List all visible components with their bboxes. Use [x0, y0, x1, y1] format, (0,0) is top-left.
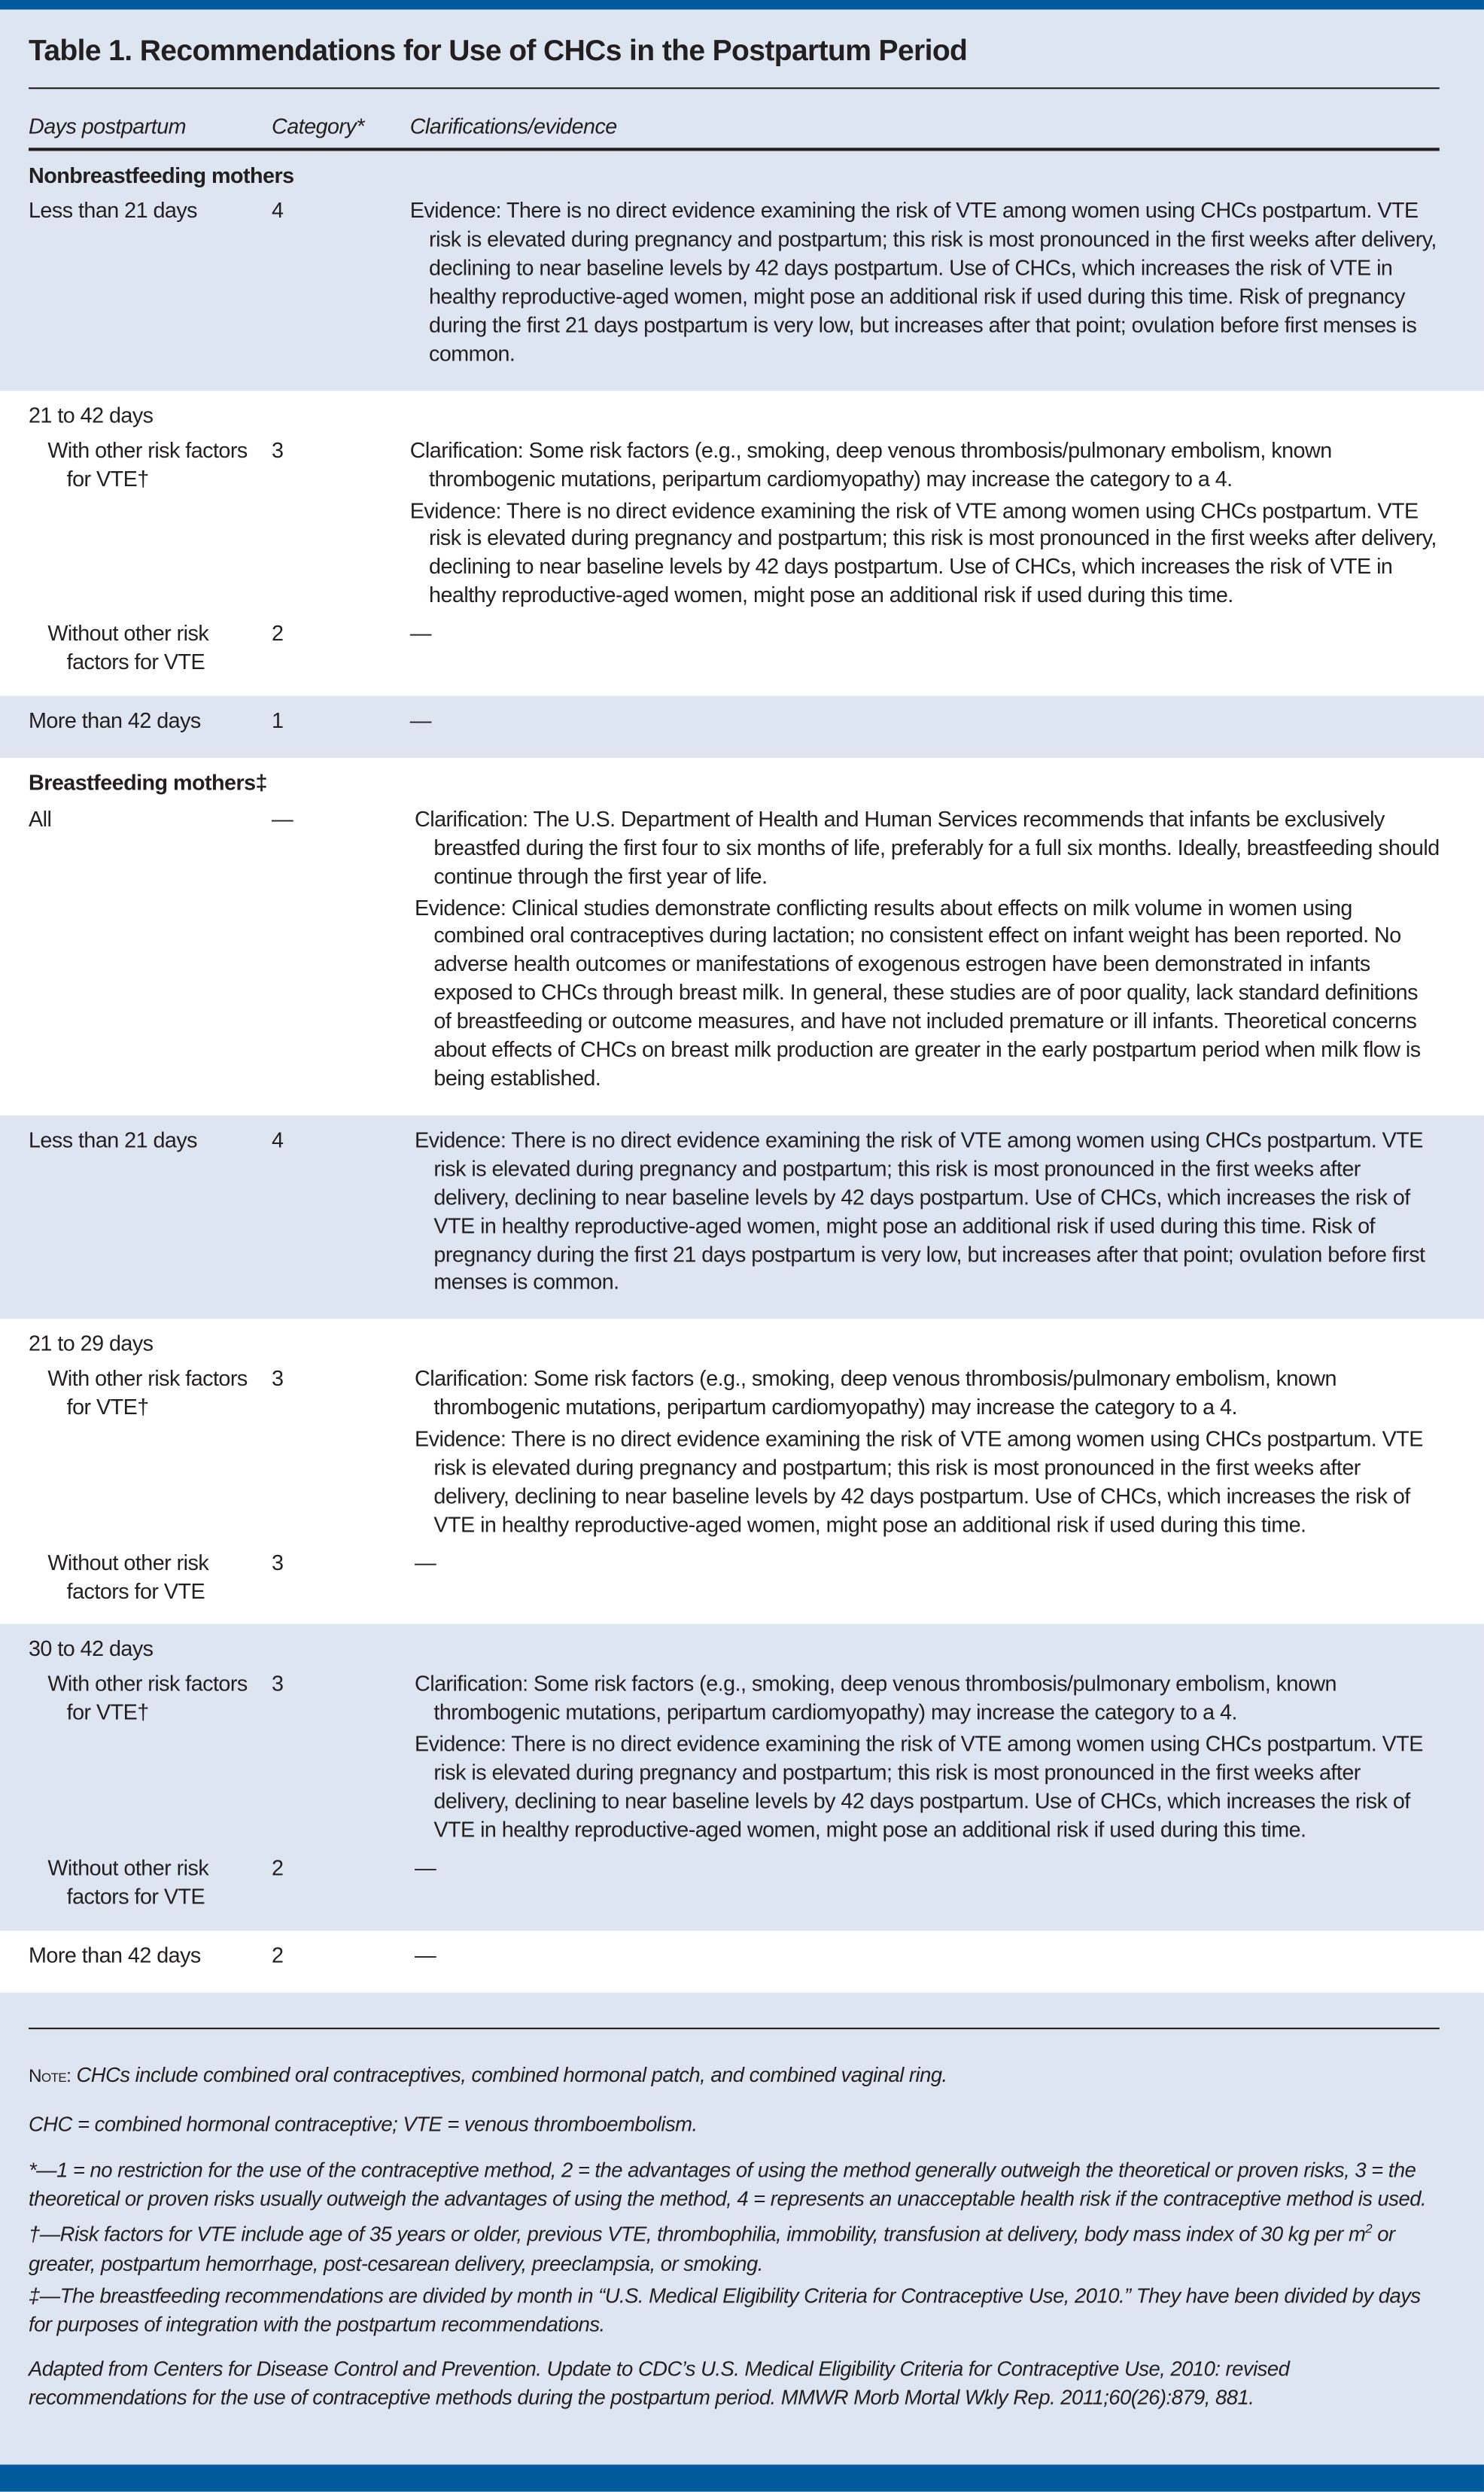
days-cell: Without other risk factors for VTE	[47, 1550, 209, 1603]
table-title: Table 1. Recommendations for Use of CHCs in the Postpartum Period	[29, 33, 968, 67]
table-row	[29, 1365, 1440, 1542]
table-row-group	[0, 696, 1484, 758]
table-row	[29, 805, 1440, 1096]
clarification-note: Evidence: There is no direct evidence examining the risk of VTE among women using CHCs postpartum. VTE risk is elevated during pregnancy and postpartum; this risk is most pronounced in the first weeks after delivery, declining to near baseline levels by 42 days postpartum. Use of CHCs, which increases the risk of VTE in healthy reproductive-aged women, might pose an additional risk if used during this time. Risk of pregnancy during the first 21 days postpartum is very low, but increases after that point; ovulation before first menses is common.	[409, 199, 1437, 366]
clarification-note: Clarification: Some risk factors (e.g., smoking, deep venous thrombosis/pulmonary embolism, known thrombogenic mutations, peripartum cardiomyopathy) may increase the category to a 4.	[415, 1672, 1337, 1725]
days-cell: Without other risk factors for VTE	[47, 1855, 209, 1909]
clarification-note: Clarification: The U.S. Department of Health and Human Services recommends that infants be exclusively breastfed during the first four to six months of life, preferably for a full six months. Ideally, breastfeeding should continue through the first year of life.	[415, 807, 1440, 888]
table-row	[29, 1636, 1440, 1665]
clarifications-cell	[410, 1331, 1440, 1359]
days-cell: 21 to 29 days	[29, 1331, 154, 1356]
clarifications-cell	[410, 1941, 1440, 1973]
clarification-note: Clarification: Some risk factors (e.g., smoking, deep venous thrombosis/pulmonary embolism, known thrombogenic mutations, peripartum cardiomyopathy) may increase the category to a 4.	[409, 438, 1332, 491]
top-accent-bar	[0, 0, 1484, 10]
table-row	[29, 620, 1440, 677]
table-row	[29, 1854, 1440, 1911]
clarifications-cell	[410, 437, 1440, 613]
category-cell	[272, 1331, 410, 1359]
days-cell: With other risk factors for VTE†	[47, 438, 248, 491]
table-row-group	[0, 758, 1484, 1115]
clarification-note: Evidence: There is no direct evidence examining the risk of VTE among women using CHCs postpartum. VTE risk is elevated during pregnancy and postpartum; this risk is most pronounced in the first weeks after delivery, declining to near baseline levels by 42 days postpartum. Use of CHCs, which increases the risk of VTE in healthy reproductive-aged women, might pose an additional risk if used during this time. Risk of pregnancy during the first 21 days postpartum is very low, but increases after that point; ovulation before first menses is common.	[415, 1127, 1425, 1295]
days-cell: 21 to 42 days	[29, 403, 154, 428]
days-cell: More than 42 days	[29, 708, 201, 733]
vte-risk-text: †—Risk factors for VTE include age of 35 years or older, previous VTE, thrombophilia, immobility, transfusion at delivery, body mass index of 30 kg per m	[29, 2223, 1366, 2247]
note-text: CHCs include combined oral contraceptives, combined hormonal patch, and combined vaginal ring.	[71, 2062, 947, 2086]
header-days: Days postpartum	[29, 114, 187, 139]
category-cell: 3	[272, 1672, 284, 1696]
clarification-note: Clarification: Some risk factors (e.g., smoking, deep venous thrombosis/pulmonary embolism, known thrombogenic mutations, peripartum cardiomyopathy) may increase the category to a 4.	[415, 1367, 1337, 1419]
clarification-note: —	[415, 1550, 436, 1575]
days-cell: Without other risk factors for VTE	[47, 621, 209, 674]
clarifications-cell	[410, 1127, 1440, 1301]
table-body	[0, 151, 1484, 1992]
footnote-note	[29, 2061, 1440, 2092]
clarification-note: Evidence: There is no direct evidence examining the risk of VTE among women using CHCs postpartum. VTE risk is elevated during pregnancy and postpartum; this risk is most pronounced in the first weeks after delivery, declining to near baseline levels by 42 days postpartum. Use of CHCs, which increases the risk of VTE in healthy reproductive-aged women, might pose an additional risk if used during this time.	[415, 1732, 1423, 1842]
table-row-group	[0, 1115, 1484, 1319]
table-row	[29, 1549, 1440, 1606]
section-heading: Breastfeeding mothers‡	[29, 770, 267, 795]
days-cell: Less than 21 days	[29, 1127, 197, 1152]
days-cell: 30 to 42 days	[29, 1637, 154, 1662]
table-row	[29, 198, 1440, 372]
table-row-group	[0, 1625, 1484, 1931]
footnote-breastfeeding: ‡—The breastfeeding recommendations are divided by month in “U.S. Medical Eligibility Criteria for Contraceptive Use, 2010.” They have been divided by days for purposes of integration with the postpartum recommendations.	[29, 2283, 1421, 2335]
footnote-vte-risk	[29, 2216, 1440, 2278]
section-heading: Nonbreastfeeding mothers	[29, 163, 294, 187]
table-row	[29, 1127, 1440, 1301]
clarification-note: Evidence: There is no direct evidence examining the risk of VTE among women using CHCs postpartum. VTE risk is elevated during pregnancy and postpartum; this risk is most pronounced in the first weeks after delivery, declining to near baseline levels by 42 days postpartum. Use of CHCs, which increases the risk of VTE in healthy reproductive-aged women, might pose an additional risk if used during this time.	[415, 1427, 1423, 1537]
table-row-group	[0, 1930, 1484, 1991]
clarifications-cell	[410, 1549, 1440, 1606]
superscript: 2	[1365, 2222, 1373, 2237]
footnote-category-key: *—1 = no restriction for the use of the contraceptive method, 2 = the advantages of using the method generally outweigh the theoretical or proven risks, 3 = the theoretical or proven risks usually outweigh the advantages of using the method, 4 = represents an unacceptable health risk if the contraceptive method is used.	[29, 2157, 1427, 2210]
category-cell: 4	[272, 1127, 284, 1152]
category-cell	[272, 1636, 410, 1665]
clarifications-cell	[410, 1636, 1440, 1665]
days-cell: With other risk factors for VTE†	[47, 1367, 248, 1419]
category-cell: 2	[272, 621, 284, 646]
category-cell: 3	[272, 438, 284, 462]
table-row-group	[0, 1319, 1484, 1625]
footnote-rule	[29, 2027, 1440, 2029]
header-clarifications: Clarifications/evidence	[409, 114, 617, 139]
clarifications-cell	[410, 1365, 1440, 1542]
days-cell: All	[29, 807, 52, 831]
bottom-accent-bar	[0, 2465, 1484, 2492]
clarification-note: —	[415, 1943, 436, 1967]
days-cell: More than 42 days	[29, 1943, 201, 1967]
table-row-group	[0, 151, 1484, 391]
clarifications-cell	[410, 1671, 1440, 1848]
clarifications-cell	[410, 198, 1440, 372]
vte-risk-text-end: or greater, postpartum hemorrhage, post-cesarean delivery, preeclampsia, or smoking.	[29, 2223, 1395, 2275]
clarifications-cell	[410, 402, 1440, 431]
clarifications-cell	[410, 1854, 1440, 1911]
category-cell: 3	[272, 1550, 284, 1575]
clarification-note: Evidence: There is no direct evidence examining the risk of VTE among women using CHCs postpartum. VTE risk is elevated during pregnancy and postpartum; this risk is most pronounced in the first weeks after delivery, declining to near baseline levels by 42 days postpartum. Use of CHCs, which increases the risk of VTE in healthy reproductive-aged women, might pose an additional risk if used during this time.	[409, 498, 1437, 608]
category-cell: 3	[272, 1367, 284, 1391]
table-row	[29, 707, 1440, 739]
category-cell: 2	[272, 1943, 284, 1967]
category-cell: —	[272, 807, 293, 831]
category-cell: 1	[272, 708, 284, 733]
days-cell: Less than 21 days	[29, 199, 197, 224]
note-label: Note:	[29, 2067, 71, 2086]
clarification-note: —	[409, 708, 431, 733]
category-cell: 4	[272, 199, 284, 224]
clarification-note: —	[415, 1855, 436, 1880]
footnote-abbreviations: CHC = combined hormonal contraceptive; VTE = venous thromboembolism.	[29, 2111, 698, 2136]
table-row	[29, 437, 1440, 613]
table-row	[29, 1331, 1440, 1359]
table-footnotes	[0, 1992, 1484, 2413]
footnote-source: Adapted from Centers for Disease Control and Prevention. Update to CDC’s U.S. Medical Eligibility Criteria for Contraceptive Use, 2010: revised recommendations for the use of contraceptive methods during the postpartum period. MMWR Morb Mortal Wkly Rep. 2011;60(26):879, 881.	[29, 2357, 1290, 2410]
table-header-row	[0, 90, 1484, 148]
table-row	[29, 1941, 1440, 1973]
category-cell: 2	[272, 1855, 284, 1880]
table-row	[29, 402, 1440, 431]
clarifications-cell	[410, 620, 1440, 677]
days-cell: With other risk factors for VTE†	[47, 1672, 248, 1725]
clarification-note: Evidence: Clinical studies demonstrate conflicting results about effects on milk volume in women using combined oral contraceptives during lactation; no consistent effect on infant weight has been reported. No adverse health outcomes or manifestations of exogenous estrogen have been demonstrated in infants exposed to CHCs through breast milk. In general, these studies are of poor quality, lack standard definitions of breastfeeding or outcome measures, and have not included premature or ill infants. Theoretical concerns about effects of CHCs on breast milk production are greater in the early postpartum period when milk flow is being established.	[415, 895, 1421, 1091]
category-cell	[272, 402, 410, 431]
clarifications-cell	[410, 707, 1440, 739]
clarifications-cell	[410, 805, 1440, 1096]
clarification-note: —	[409, 621, 431, 646]
table-row	[29, 1671, 1440, 1848]
header-category: Category*	[272, 114, 364, 139]
table-row-group	[0, 391, 1484, 696]
